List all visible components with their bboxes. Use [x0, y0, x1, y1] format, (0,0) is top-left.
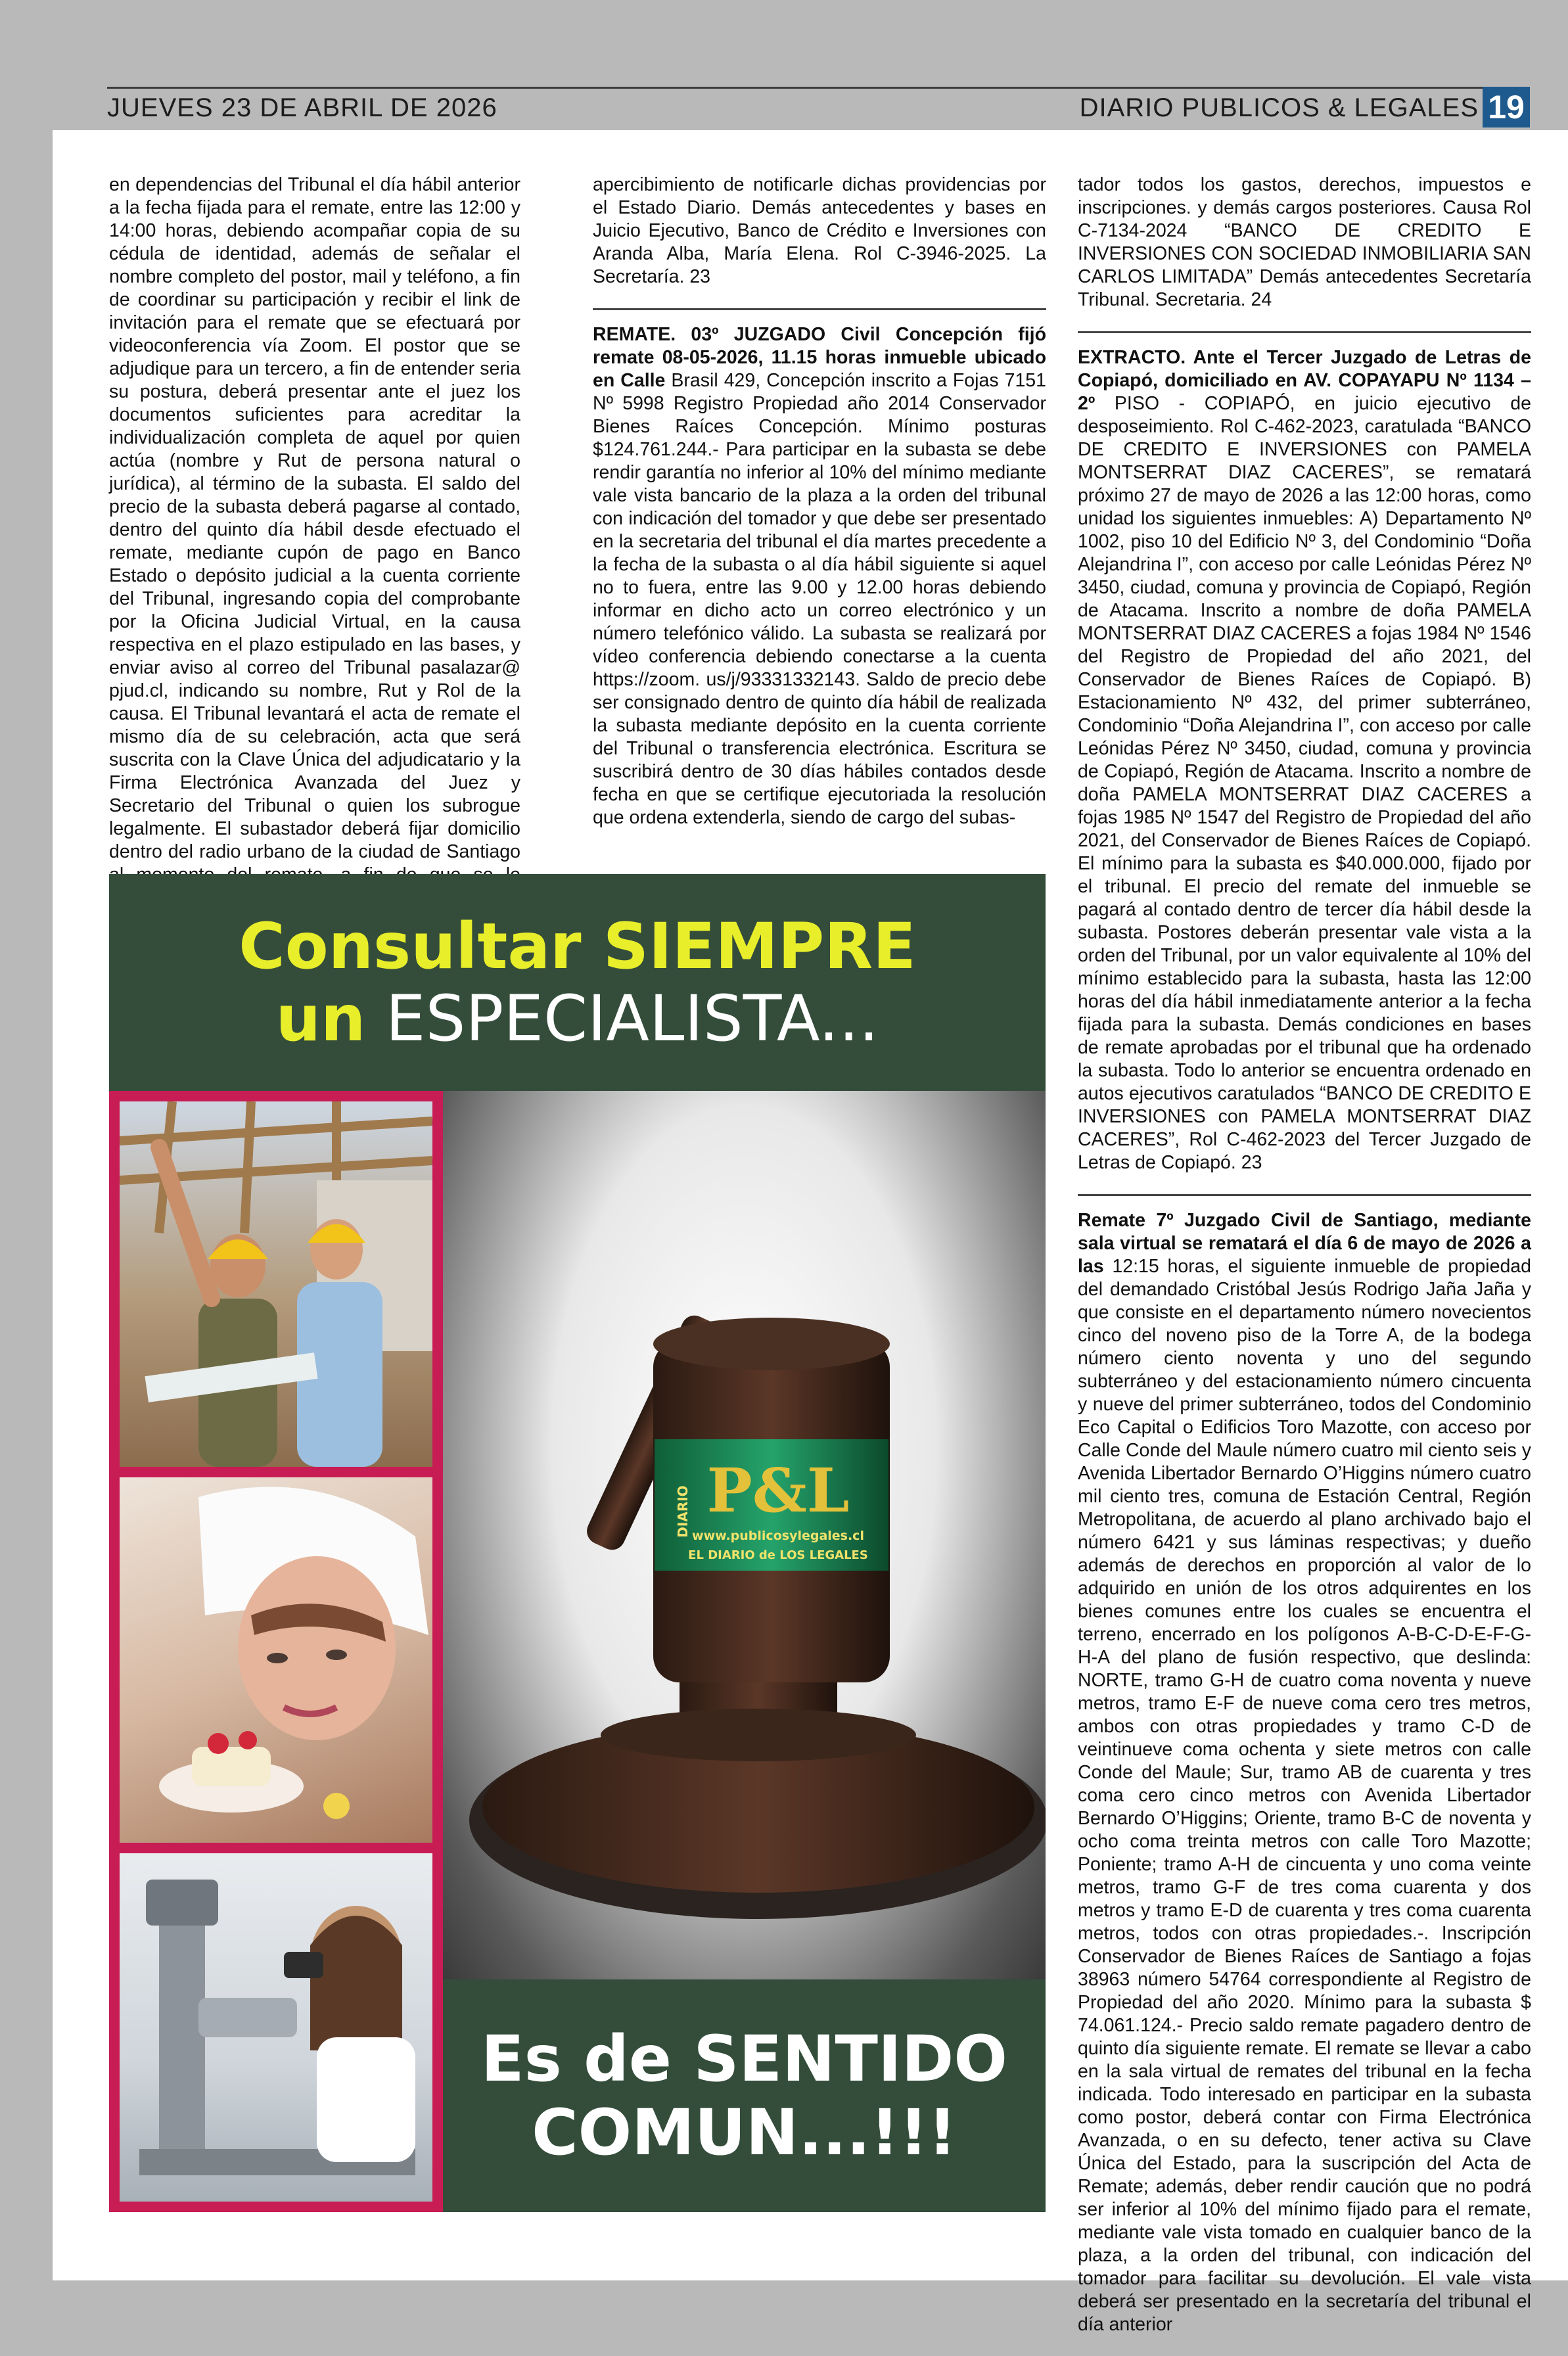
notice-extracto-copiapo [1078, 346, 1531, 1174]
header-rule [107, 87, 1529, 89]
ad-headline-line1: Consultar SIEMPRE [239, 910, 916, 983]
ad-headline-line2 [276, 982, 879, 1055]
notice-continuation: tador todos los gastos, derechos, impuestos e inscripciones. y demás cargos posteriores. Causa Rol C-7134-2024 “BANCO DE CREDITO E INVERSIONES CON SOCIEDAD INMOBILIARIA SAN CARLOS LIMITADA” Demás antecedentes Secretaría Tribunal. Secretaria. 24 [1078, 174, 1531, 310]
notice-body: PISO - COPIAPÓ, en juicio ejecutivo de desposeimiento. Rol C-462-2023, caratulada “BANCO DE CREDITO E INVERSIONES con PAMELA MONTSERRAT DIAZ CACERES”, se rematará próximo 27 de mayo de 2026 a las 12:00 horas, como unidad los siguientes inmuebles: A) Departamento Nº 1002, piso 10 del Edificio Nº 3, del Condominio “Doña Alejandrina I”, con acceso por calle Leónidas Pérez Nº 3450, ciudad, comuna y provincia de Copiapó, Región de Atacama. Inscrito a nombre de doña PAMELA MONTSERRAT DIAZ CACERES a fojas 1984 Nº 1546 del Registro de Propiedad del año 2021, del Conservador de Bienes Raíces de Copiapó. B) Estacionamiento Nº 432, del primer subterráneo, Condominio “Doña Alejandrina I”, con acceso por calle Leónidas Pérez Nº 3450, ciudad, comuna y provincia de Copiapó, Región de Atacama. Inscrito a nombre de doña PAMELA MONTSERRAT DIAZ CACERES a fojas 1985 Nº 1547 del Registro de Propiedad del año 2021, del Conservador de Bienes Raíces de Copiapó. El mínimo para la subasta es $40.000.000, fijado por el tribunal. El precio del remate del inmueble se pagará al contado dentro de tercer día hábil desde la subasta. Postores deberán presentar vale vista a la orden del Tribunal, por un valor equivalente al 10% del mínimo establecido para la subasta, hasta las 12:00 horas del día hábil inmediatamente anterior a la fecha fijada para la subasta. Demás condiciones en bases de remate aprobadas por el tribunal que ha ordenado la subasta. Todo lo anterior se encuentra ordenado en autos ejecutivos caratulados “BANCO DE CREDITO E INVERSIONES con PAMELA MONTSERRAT DIAZ CACERES”, Rol C-462-2023 del Tercer Juzgado de Letras de Copiapó. 23 [1078, 393, 1531, 1173]
construction-workers-photo [120, 1101, 432, 1467]
column-3 [1078, 173, 1531, 2356]
column-2 [593, 173, 1046, 849]
construction-workers-illustration [120, 1101, 432, 1467]
notice-divider [1078, 331, 1531, 333]
chef-photo [120, 1477, 432, 1843]
notice-heading: EXTRACTO. Ante el Tercer Juzgado de Letras de Copiapó, domiciliado en AV. COPAYAPU Nº 1134 – 2º [1078, 347, 1531, 414]
page-number: 19 [1483, 87, 1530, 127]
ad-headline-word: un [275, 982, 366, 1055]
ad-headline-word: ESPECIALISTA... [365, 982, 879, 1055]
notice-divider [1078, 1194, 1531, 1196]
notice-divider [593, 308, 1046, 310]
ad-footer-line2: COMUN...!!! [532, 2096, 957, 2169]
gavel-band-tagline: EL DIARIO de LOS LEGALES [688, 1548, 868, 1562]
gavel-illustration [443, 1091, 1046, 1979]
gavel-band-side: DIARIO [675, 1485, 691, 1538]
notice-continuation: en dependencias del Tribunal el día hábil anterior a la fecha fijada para el remate, entre las 12:00 y 14:00 horas, debiendo acompañar copia de su cédula de identidad, además de señalar el nombre completo del postor, mail y teléfono, a fin de coordinar su participación y recibir el link de invitación para el remate que se efectuará por videoconferencia vía Zoom. El postor que se adjudique para un tercero, a fin de entender seria su postura, deberá presentar ante el juez los documentos suficientes para acreditar la individualización completa de aquel por quien actúa (nombre y Rut de persona natural o jurídica), al término de la subasta. El saldo del precio de la subasta deberá pagarse al contado, dentro del quinto día hábil desde efectuado el remate, mediante cupón de pago en Banco Estado o depósito judicial a la cuenta corriente del Tribunal, ingresando copia del comprobante por la Oficina Judicial Virtual, en la causa respectiva en el plazo estipulado en las bases, y enviar aviso al correo del Tribunal pasalazar@ pjud.cl, indicando su nombre, Rut y Rol de la causa. El Tribunal levantará el acta de remate el mismo día de su celebración, acta que será suscrita con la Clave Única del adjudicatario y la Firma Electrónica Avanzada del Juez y Secretario del Tribunal o quien los subrogue legalmente. El subastador deberá fijar domicilio dentro del radio urbano de la ciudad de Santiago [109, 174, 520, 862]
notice-remate-santiago [1078, 1209, 1531, 2336]
ad-footer [443, 1979, 1046, 2212]
notice-heading: Remate 7º Juzgado Civil de Santiago, mediante sala virtual se rematará el día 6 de mayo de 2026 a las [1078, 1210, 1531, 1277]
gavel-band-logo: P&L [706, 1455, 850, 1526]
optometry-photo [120, 1853, 432, 2202]
column-1 [109, 173, 520, 952]
notice-continuation: apercibimiento de notificarle dichas providencias por el Estado Diario. Demás antecedentes y bases en Juicio Ejecutivo, Banco de Crédito e Inversiones con Aranda Alba, María Elena. Rol C-3946-2025. La Secretaría. 23 [593, 174, 1046, 287]
notice-body: Brasil 429, Concepción inscrito a Fojas 7151 Nº 5998 Registro Propiedad año 2014 Conservador Bienes Raíces Concepción. Mínimo posturas $124.761.244.- Para participar en la subasta se debe rendir garantía no inferior al 10% del mínimo mediante vale vista bancario de la plaza a la orden del tribunal con indicación del tomador y que debe ser presentado en la secretaria del tribunal el día martes precedente a la fecha de la subasta o al día hábil siguiente si aquel no to fuera, entre las 9.00 y 12.00 horas debiendo informar en dicho acto un correo electrónico y un número telefónico válido. La subasta se realizará por vídeo conferencia debiendo conectarse a la cuenta https://zoom. us/j/93331332143. Saldo de precio debe ser consignado dentro de quinto día hábil de realizada la subasta mediante depósito en la cuenta corriente del Tribunal o transferencia electrónica. Escritura se suscribirá dentro de 30 días hábiles contados desde fecha en que se certifique ejecutoriada la resolución que ordena extenderla, siendo de cargo del subas- [593, 370, 1046, 828]
notice-remate-concepcion [593, 323, 1046, 829]
advertisement [109, 874, 1046, 2212]
issue-date: JUEVES 23 DE ABRIL DE 2026 [107, 93, 497, 122]
gavel-band-url: www.publicosylegales.cl [692, 1529, 864, 1543]
ad-photo-strip [109, 1091, 443, 2212]
notice-body: 12:15 horas, el siguiente inmueble de propiedad del demandado Cristóbal Jesús Rodrigo Jaña Jaña y que consiste en el departamento número novecientos cinco del noveno piso de la Torre A, de la bodega número ciento noventa y uno del segundo subterráneo y del estacionamiento número cincuenta y nueve del primer subterráneo, todos del Condominio Eco Capital o Edificios Toro Mazotte, con acceso por Calle Conde del Maule número cuatro mil ciento seis y Avenida Libertador Bernardo O’Higgins número cuatro mil ciento tres, comuna de Estación Central, Región Metropolitana, de acuerdo al plano archivado bajo el número 6421 y sus láminas respectivas; y dueño además de derechos en proporción al valor de lo adquirido en unión de los otros adquirentes en los bienes comunes entre los cuales se encuentra el terreno, encerrado en los polígonos A-B-C-D-E-F-G-H-A del plano de fusión respectivo, que deslinda: NORTE, tramo G-H de cuatro coma noventa y nueve metros, tramo E-F de nueve coma cero tres metros, ambos con otras propiedades y tramo C-D de veintinueve coma ochenta y siete metros con calle Conde del Maule; Sur, tramo AB de cuarenta y tres coma cero cinco metros con Avenida Libertador Bernardo O’Higgins; Oriente, tramo B-C de noventa y ocho coma treinta metros con calle Toro Mazotte; Poniente; tramo A-H de cincuenta y uno coma veinte metros, tramo G-F de tres coma cuarenta y dos metros y tramo E-D de cuarenta y tres coma cuarenta metros, todos con otras propiedades.-. Inscripción Conservador de Bienes Raíces de Santiago a fojas 38963 número 54764 correspondiente al Registro de Propiedad del año 2020. Mínimo para la subasta $ 74.061.124.- Precio saldo remate pagadero dentro de quinto día siguiente remate. El remate se llevar a cabo en la sala virtual de remates del tribunal en la fecha indicada. Todo interesado en participar en la subasta como postor, deberá contar con Firma Electrónica Avanzada, o en su defecto, tener activa su Clave Única del Estado, para la suscripción del Acta de Remate; además, deber rendir caución que no podrá ser inferior al 10% del mínimo fijado para el remate, mediante vale vista tomado en cualquier banco de la plaza, a la orden del tribunal, con indicación del tomador para facilitar su devolución. El vale vista deberá ser presentado en la secretaría del tribunal el día anterior [1078, 1256, 1531, 2335]
notice-heading: REMATE. 03º JUZGADO Civil Concepción fijó remate 08-05-2026, 11.15 horas inmueble ubicado en Calle [593, 324, 1046, 391]
optometry-illustration [120, 1853, 432, 2202]
paper-name: DIARIO PUBLICOS & LEGALES [1079, 93, 1479, 122]
ad-headline [109, 874, 1046, 1091]
ad-footer-line1: Es de SENTIDO [481, 2022, 1007, 2096]
gavel-photo [443, 1091, 1046, 1979]
chef-illustration [120, 1477, 432, 1843]
